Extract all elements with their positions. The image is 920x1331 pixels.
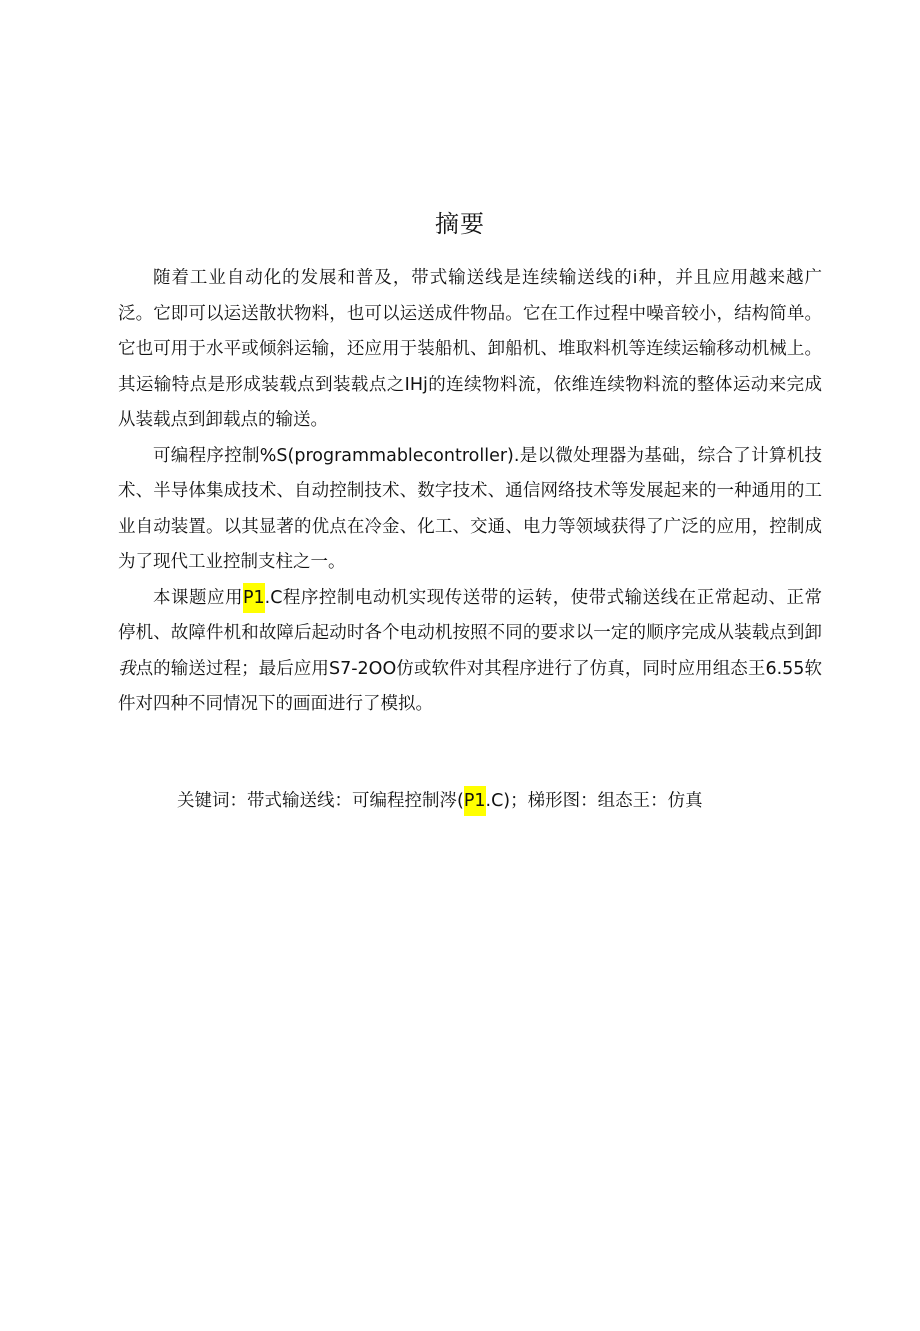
abstract-paragraph-2: 可编程序控制%S(programmablecontroller).是以微处理器为基础，综合了计算机技术、半导体集成技术、自动控制技术、数字技术、通信网络技术等发展起来的一种通用的工业自动装置。以其显著的优点在冷金、化工、交通、电力等领域获得了广泛的应用，控制成为了现代工业控制支柱之一。 — [118, 445, 822, 572]
abstract-title: 摘要 — [435, 210, 485, 238]
abstract-body — [118, 261, 822, 723]
highlighted-keyword-plc: P1 — [464, 786, 486, 816]
paragraph-3-text-start: 本课题应用 — [153, 587, 243, 608]
highlighted-term-plc: P1 — [243, 583, 265, 613]
keywords-line — [177, 785, 817, 817]
keywords-text-end: .C)；梯形图：组态王：仿真 — [485, 791, 703, 811]
abstract-paragraph-1: 随着工业自动化的发展和普及，带式输送线是连续输送线的i种，并且应用越来越广泛。它即可以运送散状物料，也可以运送成件物品。它在工作过程中噪音较小，结构简单。它也可用于水平或倾斜运输，还应用于装船机、卸船机、堆取料机等连续运输移动机械上。其运输特点是形成装载点到装载点之IHj的连续物料流，依维连续物料流的整体运动来完成从装载点到卸载点的输送。 — [118, 268, 822, 430]
paragraph-3-text-end: 点的输送过程；最后应用S7-2OO仿或软件对其程序进行了仿真，同时应用组态王6.55软件对四种不同情况下的画面进行了模拟。 — [118, 658, 823, 714]
abstract-paragraph-3 — [118, 581, 822, 723]
paragraph-3-text-middle: .C程序控制电动机实现传送带的运转，使带式输送线在正常起动、正常停机、故障件机和故障后起动时各个电动机按照不同的要求以一定的顺序完成从装载点到卸 — [118, 587, 823, 643]
keywords-text-start: 关键词：带式输送线：可编程控制涔( — [177, 791, 464, 811]
paragraph-3-italic-char: 我 — [118, 658, 136, 679]
